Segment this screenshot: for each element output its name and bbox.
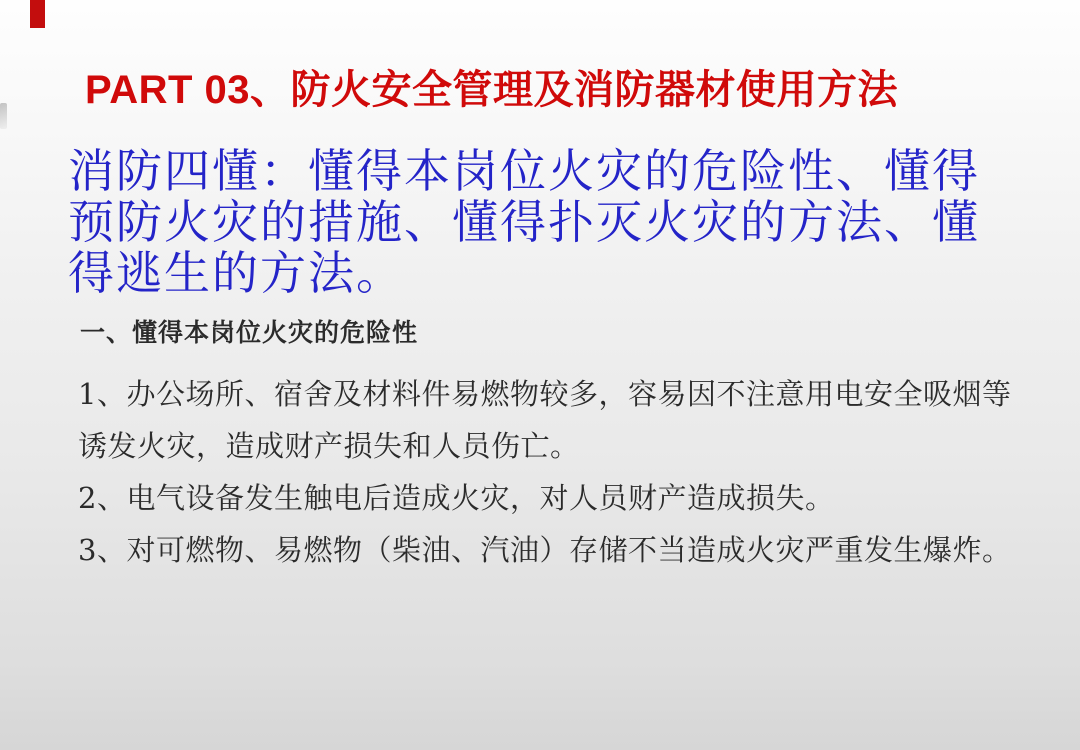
body-line: 诱发火灾，造成财产损失和人员伤亡。: [78, 429, 580, 463]
intro-line: 预防火灾的措施、懂得扑灭火灾的方法、懂: [68, 195, 980, 249]
corner-accent-mark: [30, 0, 45, 28]
intro-line: 消防四懂：懂得本岗位火灾的危险性、懂得: [68, 144, 980, 198]
slide-title: PART 03、防火安全管理及消防器材使用方法: [85, 68, 899, 112]
section-heading: 一、懂得本岗位火灾的危险性: [80, 318, 419, 347]
intro-paragraph: [68, 146, 980, 299]
body-line: 1、办公场所、宿舍及材料件易燃物较多，容易因不注意用电安全吸烟等: [78, 377, 1012, 411]
body-line: 3、对可燃物、易燃物（柴油、汽油）存储不当造成火灾严重发生爆炸。: [78, 533, 1012, 567]
edge-smudge-mark: [0, 103, 7, 129]
body-line: 2、电气设备发生触电后造成火灾，对人员财产造成损失。: [78, 481, 835, 515]
body-paragraph: [78, 368, 1011, 576]
intro-line: 得逃生的方法。: [68, 246, 404, 300]
